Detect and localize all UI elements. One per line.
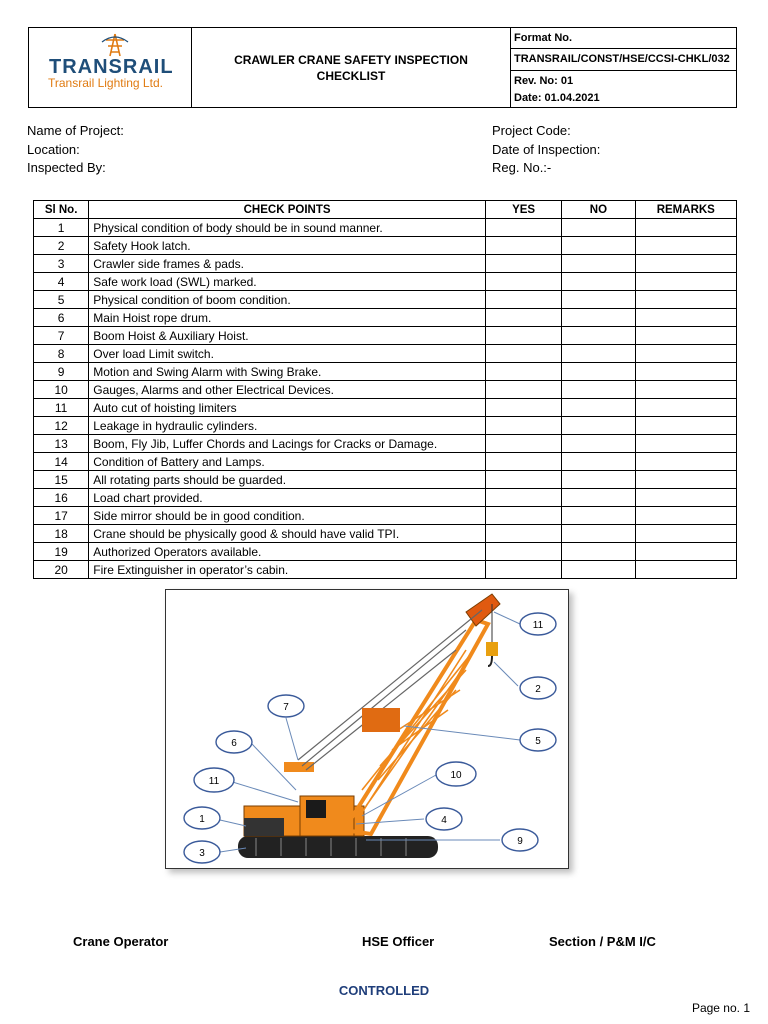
check-point-cell: Boom Hoist & Auxiliary Hoist. [89,327,486,345]
table-row [34,255,737,273]
yes-cell[interactable] [485,399,561,417]
yes-cell[interactable] [485,543,561,561]
remarks-cell[interactable] [635,543,736,561]
boom-lacing [356,650,474,822]
crane-illustration [166,590,568,868]
table-row [34,327,737,345]
check-point-cell: Side mirror should be in good condition. [89,507,486,525]
format-cell [511,28,737,108]
check-point-cell: Fire Extinguisher in operator’s cabin. [89,561,486,579]
signature-crane-operator: Crane Operator [73,934,169,949]
yes-cell[interactable] [485,255,561,273]
table-row [34,489,737,507]
table-row [34,273,737,291]
name-of-project-label: Name of Project: [27,123,124,138]
sl-no-cell: 20 [34,561,89,579]
check-point-cell: Main Hoist rope drum. [89,309,486,327]
remarks-cell[interactable] [635,525,736,543]
check-point-cell: Condition of Battery and Lamps. [89,453,486,471]
counterweight [244,818,284,836]
no-cell[interactable] [562,291,635,309]
table-row [34,291,737,309]
sl-no-cell: 12 [34,417,89,435]
signature-section-pm: Section / P&M I/C [549,934,656,949]
col-no: NO [562,201,635,219]
sl-no-cell: 14 [34,453,89,471]
table-row [34,561,737,579]
sl-no-cell: 3 [34,255,89,273]
yes-cell[interactable] [485,363,561,381]
no-cell[interactable] [562,435,635,453]
no-cell[interactable] [562,543,635,561]
boom-head-block [362,708,400,732]
remarks-cell[interactable] [635,327,736,345]
no-cell[interactable] [562,219,635,237]
table-row [34,309,737,327]
table-row [34,399,737,417]
check-point-cell: Over load Limit switch. [89,345,486,363]
yes-cell[interactable] [485,453,561,471]
no-cell[interactable] [562,309,635,327]
logo-text: TRANSRAIL [49,56,174,78]
yes-cell[interactable] [485,417,561,435]
table-row [34,525,737,543]
yes-cell[interactable] [485,327,561,345]
no-cell[interactable] [562,399,635,417]
no-cell[interactable] [562,345,635,363]
format-label: Format No. [511,29,736,49]
hook-block [486,642,498,656]
remarks-cell[interactable] [635,309,736,327]
reg-no-label: Reg. No.:- [492,160,552,175]
no-cell[interactable] [562,273,635,291]
logo-subtitle: Transrail Lighting Ltd. [48,76,163,90]
remarks-cell[interactable] [635,363,736,381]
no-cell[interactable] [562,417,635,435]
table-row [34,345,737,363]
no-cell[interactable] [562,507,635,525]
table-row [34,507,737,525]
yes-cell[interactable] [485,219,561,237]
page-number: Page no. 1 [691,1001,750,1015]
check-point-cell: Authorized Operators available. [89,543,486,561]
yes-cell[interactable] [485,561,561,579]
callout-11-left: 11 [208,776,220,787]
no-cell[interactable] [562,453,635,471]
crane-diagram [165,589,569,869]
sl-no-cell: 5 [34,291,89,309]
sl-no-cell: 9 [34,363,89,381]
no-cell[interactable] [562,327,635,345]
yes-cell[interactable] [485,309,561,327]
sl-no-cell: 19 [34,543,89,561]
sl-no-cell: 13 [34,435,89,453]
no-cell[interactable] [562,489,635,507]
check-point-cell: All rotating parts should be guarded. [89,471,486,489]
sl-no-cell: 4 [34,273,89,291]
logo-cell [29,28,192,108]
yes-cell[interactable] [485,345,561,363]
no-cell[interactable] [562,561,635,579]
col-yes: YES [485,201,561,219]
checklist-table [33,200,737,579]
table-row [34,237,737,255]
no-cell[interactable] [562,471,635,489]
yes-cell[interactable] [485,237,561,255]
project-info-right [492,122,600,178]
remarks-cell[interactable] [635,435,736,453]
sl-no-cell: 16 [34,489,89,507]
yes-cell[interactable] [485,489,561,507]
callout-7: 7 [283,702,289,713]
check-point-cell: Safety Hook latch. [89,237,486,255]
table-row [34,471,737,489]
yes-cell[interactable] [485,291,561,309]
signature-hse-officer: HSE Officer [362,934,435,949]
revision-date: Date: 01.04.2021 [514,91,600,104]
no-cell[interactable] [562,237,635,255]
table-row [34,381,737,399]
remarks-cell[interactable] [635,453,736,471]
sl-no-cell: 11 [34,399,89,417]
hook-icon [488,656,492,666]
revision-number: Rev. No: 01 [514,74,574,87]
controlled-stamp: CONTROLLED [338,983,430,998]
project-info-left [27,122,124,178]
table-row [34,219,737,237]
remarks-cell[interactable] [635,237,736,255]
check-point-cell: Physical condition of body should be in sound manner. [89,219,486,237]
checklist-header-row [34,201,737,219]
date-of-inspection-label: Date of Inspection: [492,141,601,157]
sl-no-cell: 10 [34,381,89,399]
remarks-cell[interactable] [635,273,736,291]
check-point-cell: Gauges, Alarms and other Electrical Devices. [89,381,486,399]
table-row [34,543,737,561]
location-label: Location: [27,141,80,157]
yes-cell[interactable] [485,273,561,291]
no-cell[interactable] [562,381,635,399]
yes-cell[interactable] [485,471,561,489]
sl-no-cell: 6 [34,309,89,327]
no-cell[interactable] [562,525,635,543]
sl-no-cell: 15 [34,471,89,489]
remarks-cell[interactable] [635,489,736,507]
document-title: CRAWLER CRANE SAFETY INSPECTION CHECKLIST [192,28,511,108]
col-remarks: REMARKS [635,201,736,219]
pylon-icon [100,32,130,58]
sl-no-cell: 1 [34,219,89,237]
remarks-cell[interactable] [635,471,736,489]
table-row [34,417,737,435]
col-sl-no: Sl No. [34,201,89,219]
remarks-cell[interactable] [635,291,736,309]
sl-no-cell: 8 [34,345,89,363]
yes-cell[interactable] [485,435,561,453]
no-cell[interactable] [562,255,635,273]
check-point-cell: Auto cut of hoisting limiters [89,399,486,417]
callout-9: 9 [517,836,523,847]
remarks-cell[interactable] [635,399,736,417]
remarks-cell[interactable] [635,345,736,363]
check-point-cell: Crawler side frames & pads. [89,255,486,273]
remarks-cell[interactable] [635,507,736,525]
remarks-cell[interactable] [635,381,736,399]
callout-3: 3 [199,848,205,859]
callout-1: 1 [199,814,205,825]
col-check-points: CHECK POINTS [89,201,486,219]
check-point-cell: Boom, Fly Jib, Luffer Chords and Lacings for Cracks or Damage. [89,435,486,453]
remarks-cell[interactable] [635,561,736,579]
crawler-track [238,836,438,858]
callout-4: 4 [441,815,447,826]
no-cell[interactable] [562,363,635,381]
header-table [28,27,737,108]
check-point-cell: Leakage in hydraulic cylinders. [89,417,486,435]
project-code-label: Project Code: [492,123,571,138]
callout-2: 2 [535,684,541,695]
table-row [34,453,737,471]
callout-5: 5 [535,736,541,747]
yes-cell[interactable] [485,507,561,525]
check-point-cell: Load chart provided. [89,489,486,507]
format-number: TRANSRAIL/CONST/HSE/CCSI-CHKL/032 [511,49,736,71]
remarks-cell[interactable] [635,417,736,435]
check-point-cell: Safe work load (SWL) marked. [89,273,486,291]
check-point-cell: Crane should be physically good & should have valid TPI. [89,525,486,543]
yes-cell[interactable] [485,381,561,399]
remarks-cell[interactable] [635,219,736,237]
remarks-cell[interactable] [635,255,736,273]
callout-10: 10 [450,770,462,781]
callout-6: 6 [231,738,237,749]
table-row [34,435,737,453]
check-point-cell: Motion and Swing Alarm with Swing Brake. [89,363,486,381]
inspected-by-label: Inspected By: [27,160,106,175]
yes-cell[interactable] [485,525,561,543]
check-point-cell: Physical condition of boom condition. [89,291,486,309]
sl-no-cell: 7 [34,327,89,345]
callout-11-top: 11 [532,620,544,631]
sl-no-cell: 18 [34,525,89,543]
sl-no-cell: 2 [34,237,89,255]
sl-no-cell: 17 [34,507,89,525]
table-row [34,363,737,381]
cabin-window [306,800,326,818]
